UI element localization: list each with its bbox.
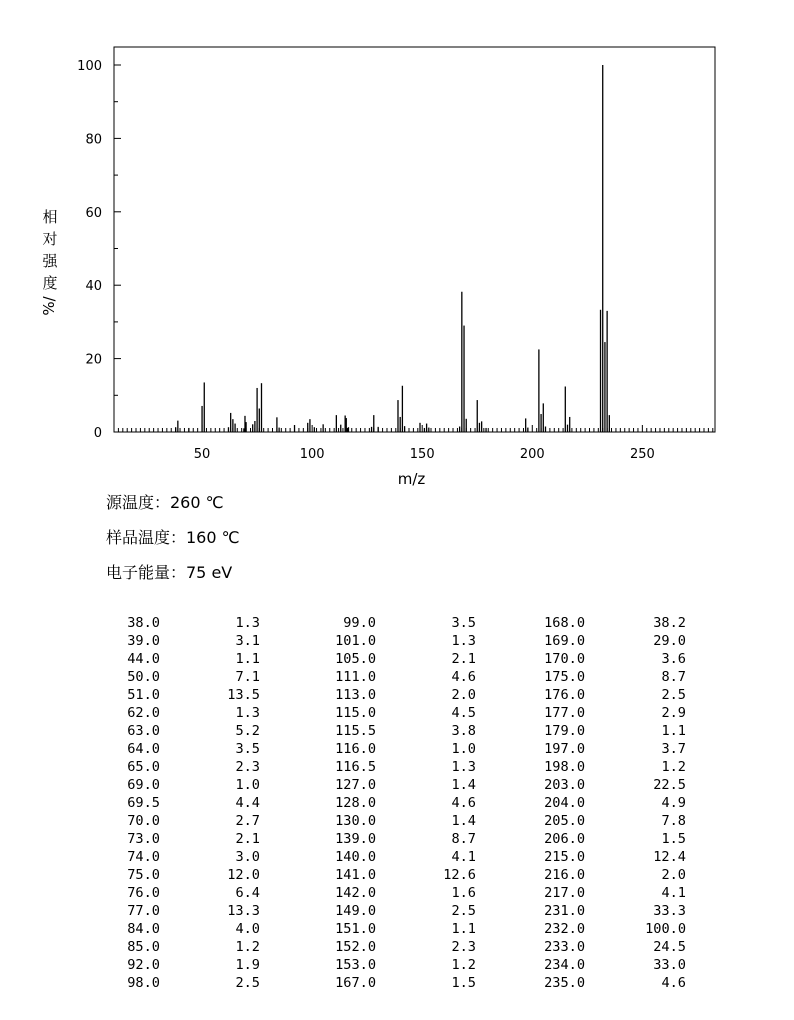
table-row [0,974,794,992]
mz-value: 39.0 [127,633,160,649]
relative-abundance-value: 3.6 [661,651,686,667]
relative-abundance-value: 2.0 [451,687,476,703]
relative-abundance-value: 4.6 [451,669,476,685]
relative-abundance-value: 2.1 [235,831,260,847]
mz-value: 179.0 [544,723,585,739]
mz-value: 74.0 [127,849,160,865]
mz-value: 139.0 [335,831,376,847]
relative-abundance-value: 3.5 [451,615,476,631]
relative-abundance-value: 1.2 [451,957,476,973]
mz-value: 206.0 [544,831,585,847]
source-temperature: 源温度：260 ℃ [106,493,224,512]
mz-value: 127.0 [335,777,376,793]
y-axis-label-char: 相 [42,208,58,226]
mz-value: 169.0 [544,633,585,649]
mz-value: 142.0 [335,885,376,901]
relative-abundance-value: 1.4 [451,777,476,793]
relative-abundance-value: 4.5 [451,705,476,721]
relative-abundance-value: 4.4 [235,795,260,811]
mz-value: 141.0 [335,867,376,883]
relative-abundance-value: 4.0 [235,921,260,937]
relative-abundance-value: 33.0 [653,957,686,973]
relative-abundance-value: 24.5 [653,939,686,955]
y-axis-label-char: 度 [42,274,58,292]
relative-abundance-value: 1.0 [235,777,260,793]
mz-value: 70.0 [127,813,160,829]
relative-abundance-value: 2.3 [235,759,260,775]
mz-value: 105.0 [335,651,376,667]
table-row [0,956,794,974]
relative-abundance-value: 1.4 [451,813,476,829]
mz-value: 115.0 [335,705,376,721]
mz-value: 153.0 [335,957,376,973]
table-row [0,668,794,686]
table-row [0,650,794,668]
relative-abundance-value: 22.5 [653,777,686,793]
peak-table-column [0,614,794,992]
relative-abundance-value: 12.0 [227,867,260,883]
mz-value: 115.5 [335,723,376,739]
x-tick-label: 200 [519,447,545,462]
table-row [0,830,794,848]
relative-abundance-value: 3.7 [661,741,686,757]
relative-abundance-value: 4.9 [661,795,686,811]
mz-value: 177.0 [544,705,585,721]
mz-value: 50.0 [127,669,160,685]
table-row [0,884,794,902]
mz-value: 69.0 [127,777,160,793]
mz-value: 197.0 [544,741,585,757]
mz-value: 62.0 [127,705,160,721]
mz-value: 168.0 [544,615,585,631]
relative-abundance-value: 2.1 [451,651,476,667]
mz-value: 69.5 [127,795,160,811]
mz-value: 73.0 [127,831,160,847]
relative-abundance-value: 6.4 [235,885,260,901]
mz-value: 170.0 [544,651,585,667]
mz-value: 116.0 [335,741,376,757]
relative-abundance-value: 1.5 [451,975,476,991]
mz-value: 176.0 [544,687,585,703]
relative-abundance-value: 2.5 [451,903,476,919]
relative-abundance-value: 2.7 [235,813,260,829]
relative-abundance-value: 7.1 [235,669,260,685]
mz-value: 149.0 [335,903,376,919]
y-tick-label: 80 [85,132,102,148]
y-axis-label-char: %/ [40,296,58,316]
relative-abundance-value: 1.1 [451,921,476,937]
mz-value: 198.0 [544,759,585,775]
mz-value: 128.0 [335,795,376,811]
mass-spectrum-chart [0,0,794,490]
relative-abundance-value: 8.7 [451,831,476,847]
relative-abundance-value: 38.2 [653,615,686,631]
relative-abundance-value: 4.6 [451,795,476,811]
relative-abundance-value: 2.3 [451,939,476,955]
relative-abundance-value: 1.9 [235,957,260,973]
mz-value: 215.0 [544,849,585,865]
table-row [0,722,794,740]
mz-value: 231.0 [544,903,585,919]
y-axis-label-char: 强 [42,252,58,270]
mz-value: 75.0 [127,867,160,883]
mz-value: 99.0 [343,615,376,631]
relative-abundance-value: 1.6 [451,885,476,901]
table-row [0,740,794,758]
y-tick-label: 20 [85,352,102,368]
mz-value: 235.0 [544,975,585,991]
relative-abundance-value: 3.0 [235,849,260,865]
relative-abundance-value: 13.3 [227,903,260,919]
mz-value: 116.5 [335,759,376,775]
table-row [0,704,794,722]
sample-temperature: 样品温度：160 ℃ [106,528,240,547]
table-row [0,866,794,884]
mz-value: 51.0 [127,687,160,703]
table-row [0,848,794,866]
mz-value: 64.0 [127,741,160,757]
y-tick-label: 100 [77,59,102,74]
relative-abundance-value: 2.0 [661,867,686,883]
y-tick-label: 60 [85,205,102,221]
mz-value: 217.0 [544,885,585,901]
relative-abundance-value: 12.4 [653,849,686,865]
mz-value: 204.0 [544,795,585,811]
relative-abundance-value: 4.6 [661,975,686,991]
y-tick-label: 40 [85,279,102,295]
table-row [0,920,794,938]
relative-abundance-value: 1.3 [235,615,260,631]
relative-abundance-value: 2.5 [235,975,260,991]
mz-value: 113.0 [335,687,376,703]
relative-abundance-value: 4.1 [451,849,476,865]
mz-value: 111.0 [335,669,376,685]
table-row [0,632,794,650]
relative-abundance-value: 2.5 [661,687,686,703]
relative-abundance-value: 29.0 [653,633,686,649]
x-tick-label: 50 [193,447,211,462]
mz-value: 85.0 [127,939,160,955]
x-tick-label: 100 [299,447,325,462]
mz-value: 77.0 [127,903,160,919]
relative-abundance-value: 3.5 [235,741,260,757]
table-row [0,812,794,830]
mz-value: 234.0 [544,957,585,973]
relative-abundance-value: 1.1 [661,723,686,739]
mz-value: 76.0 [127,885,160,901]
mz-value: 101.0 [335,633,376,649]
table-row [0,902,794,920]
mz-value: 203.0 [544,777,585,793]
mz-value: 92.0 [127,957,160,973]
mz-value: 167.0 [335,975,376,991]
relative-abundance-value: 3.1 [235,633,260,649]
mz-value: 63.0 [127,723,160,739]
relative-abundance-value: 1.2 [661,759,686,775]
mz-value: 140.0 [335,849,376,865]
relative-abundance-value: 4.1 [661,885,686,901]
relative-abundance-value: 1.3 [451,633,476,649]
relative-abundance-value: 1.2 [235,939,260,955]
mz-value: 84.0 [127,921,160,937]
relative-abundance-value: 1.1 [235,651,260,667]
x-tick-label: 150 [409,447,435,462]
table-row [0,686,794,704]
mz-value: 152.0 [335,939,376,955]
table-row [0,776,794,794]
mz-value: 216.0 [544,867,585,883]
table-row [0,758,794,776]
mz-value: 232.0 [544,921,585,937]
table-row [0,614,794,632]
relative-abundance-value: 1.0 [451,741,476,757]
relative-abundance-value: 7.8 [661,813,686,829]
mz-value: 130.0 [335,813,376,829]
acquisition-conditions [106,492,240,597]
relative-abundance-value: 1.5 [661,831,686,847]
mz-value: 175.0 [544,669,585,685]
table-row [0,794,794,812]
relative-abundance-value: 12.6 [443,867,476,883]
plot-frame [114,47,715,432]
x-tick-label: 250 [629,447,655,462]
relative-abundance-value: 5.2 [235,723,260,739]
mz-value: 38.0 [127,615,160,631]
relative-abundance-value: 8.7 [661,669,686,685]
table-row [0,938,794,956]
mz-value: 98.0 [127,975,160,991]
relative-abundance-value: 100.0 [645,921,686,937]
relative-abundance-value: 1.3 [235,705,260,721]
y-tick-label: 0 [93,426,102,441]
electron-energy: 电子能量：75 eV [106,563,233,582]
mz-value: 151.0 [335,921,376,937]
y-axis-label-char: 对 [42,230,58,248]
mz-value: 205.0 [544,813,585,829]
mz-value: 65.0 [127,759,160,775]
relative-abundance-value: 13.5 [227,687,260,703]
relative-abundance-value: 2.9 [661,705,686,721]
x-axis-label: m/z [397,470,426,488]
relative-abundance-value: 33.3 [653,903,686,919]
relative-abundance-value: 3.8 [451,723,476,739]
relative-abundance-value: 1.3 [451,759,476,775]
mz-value: 233.0 [544,939,585,955]
mz-value: 44.0 [127,651,160,667]
